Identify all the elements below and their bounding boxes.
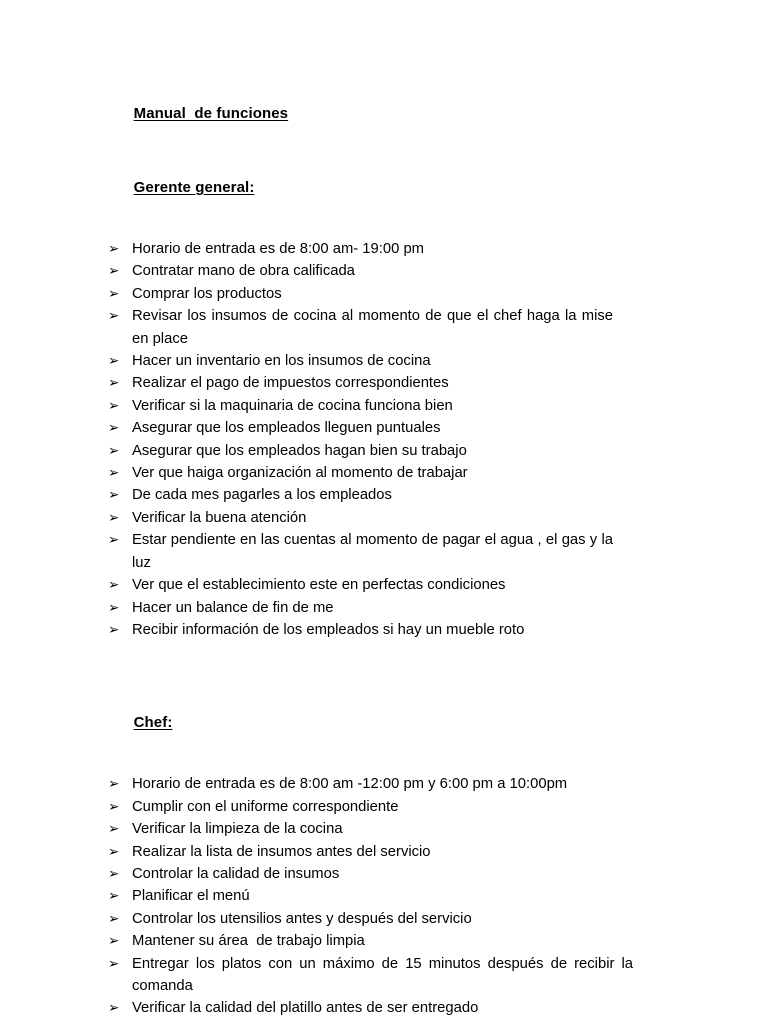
list-item-text: Controlar la calidad de insumos [132,865,340,882]
arrow-bullet-icon: ➢ [108,263,120,279]
document-title [108,84,660,144]
list-item-text: Revisar los insumos de cocina al momento de que el chef haga la mise en place [132,308,618,347]
list-item-text: Ver que haiga organización al momento de trabajar [132,465,468,482]
list-item [108,863,633,885]
list-item [108,841,633,863]
section-heading-chef-text: Chef: [133,714,173,732]
list-item-text: Controlar los utensilios antes y después del servicio [132,910,472,927]
list-item [108,484,613,506]
list-item-text: Verificar si la maquinaria de cocina funciona bien [132,397,453,414]
arrow-bullet-icon: ➢ [108,621,120,637]
list-item-text: Cumplir con el uniforme correspondiente [132,798,399,815]
section-heading-gerente-general-text: Gerente general: [133,179,255,196]
list-item [108,953,638,998]
list-item [108,260,613,282]
list-item-text: Entregar los platos con un máximo de 15 minutos después de recibir la comanda [132,955,638,994]
list-item [108,818,633,840]
arrow-bullet-icon: ➢ [108,933,120,949]
list-item [108,440,613,462]
spacer [108,218,660,238]
list-item [108,597,613,619]
arrow-bullet-icon: ➢ [108,821,120,837]
arrow-bullet-icon: ➢ [108,532,120,548]
list-item-text: Mantener su área de trabajo limpia [132,933,365,950]
arrow-bullet-icon: ➢ [108,599,120,615]
list-item-text: Horario de entrada es de 8:00 am -12:00 pm y 6:00 pm a 10:00pm [132,776,568,793]
list-item [108,507,613,529]
list-item [108,908,633,930]
arrow-bullet-icon: ➢ [108,375,120,391]
arrow-bullet-icon: ➢ [108,509,120,525]
list-item-text: Planificar el menú [132,888,250,905]
list-gerente-general [108,238,618,641]
list-item [108,305,618,350]
list-item [108,619,613,641]
list-item-text: Hacer un balance de fin de me [132,599,334,616]
list-chef [108,773,638,1019]
list-item [108,997,633,1019]
arrow-bullet-icon: ➢ [108,955,120,971]
list-item [108,529,618,574]
list-item-text: Estar pendiente en las cuentas al momento de pagar el agua , el gas y la luz [132,532,618,571]
list-item-text: Verificar la buena atención [132,509,307,526]
arrow-bullet-icon: ➢ [108,442,120,458]
list-item [108,462,613,484]
arrow-bullet-icon: ➢ [108,910,120,926]
arrow-bullet-icon: ➢ [108,843,120,859]
document-title-text: Manual de funciones [133,105,289,122]
list-item-text: Hacer un inventario en los insumos de cocina [132,353,431,370]
arrow-bullet-icon: ➢ [108,420,120,436]
list-item [108,350,613,372]
list-item-text: Asegurar que los empleados lleguen puntuales [132,420,441,437]
list-item-text: Realizar el pago de impuestos correspondientes [132,375,449,392]
arrow-bullet-icon: ➢ [108,865,120,881]
list-item [108,796,633,818]
list-item-text: De cada mes pagarles a los empleados [132,487,392,504]
list-item [108,885,633,907]
list-item-text: Horario de entrada es de 8:00 am- 19:00 pm [132,241,425,257]
arrow-bullet-icon: ➢ [108,353,120,369]
list-item-text: Ver que el establecimiento este en perfectas condiciones [132,577,506,594]
list-item-text: Contratar mano de obra calificada [132,263,355,280]
arrow-bullet-icon: ➢ [108,888,120,904]
list-item [108,574,613,596]
list-item-text: Comprar los productos [132,285,282,302]
document-body [108,84,660,1020]
arrow-bullet-icon: ➢ [108,798,120,814]
arrow-bullet-icon: ➢ [108,241,120,256]
section-heading-chef [108,693,660,753]
spacer [108,144,660,158]
list-item-text: Realizar la lista de insumos antes del servicio [132,843,431,860]
arrow-bullet-icon: ➢ [108,285,120,301]
arrow-bullet-icon: ➢ [108,487,120,503]
arrow-bullet-icon: ➢ [108,577,120,593]
spacer [108,641,660,693]
list-item-text: Verificar la calidad del platillo antes de ser entregado [132,1000,479,1017]
list-item-text: Verificar la limpieza de la cocina [132,821,343,838]
list-item-text: Asegurar que los empleados hagan bien su trabajo [132,442,467,459]
arrow-bullet-icon: ➢ [108,308,120,324]
arrow-bullet-icon: ➢ [108,1000,120,1016]
list-item [108,417,613,439]
arrow-bullet-icon: ➢ [108,397,120,413]
list-item [108,395,613,417]
arrow-bullet-icon: ➢ [108,776,120,792]
list-item-text: Recibir información de los empleados si hay un mueble roto [132,621,525,638]
list-item [108,930,633,952]
arrow-bullet-icon: ➢ [108,465,120,481]
spacer [108,753,660,773]
list-item [108,773,633,795]
list-item [108,283,613,305]
list-item [108,238,613,260]
list-item [108,372,613,394]
section-heading-gerente-general [108,158,660,218]
